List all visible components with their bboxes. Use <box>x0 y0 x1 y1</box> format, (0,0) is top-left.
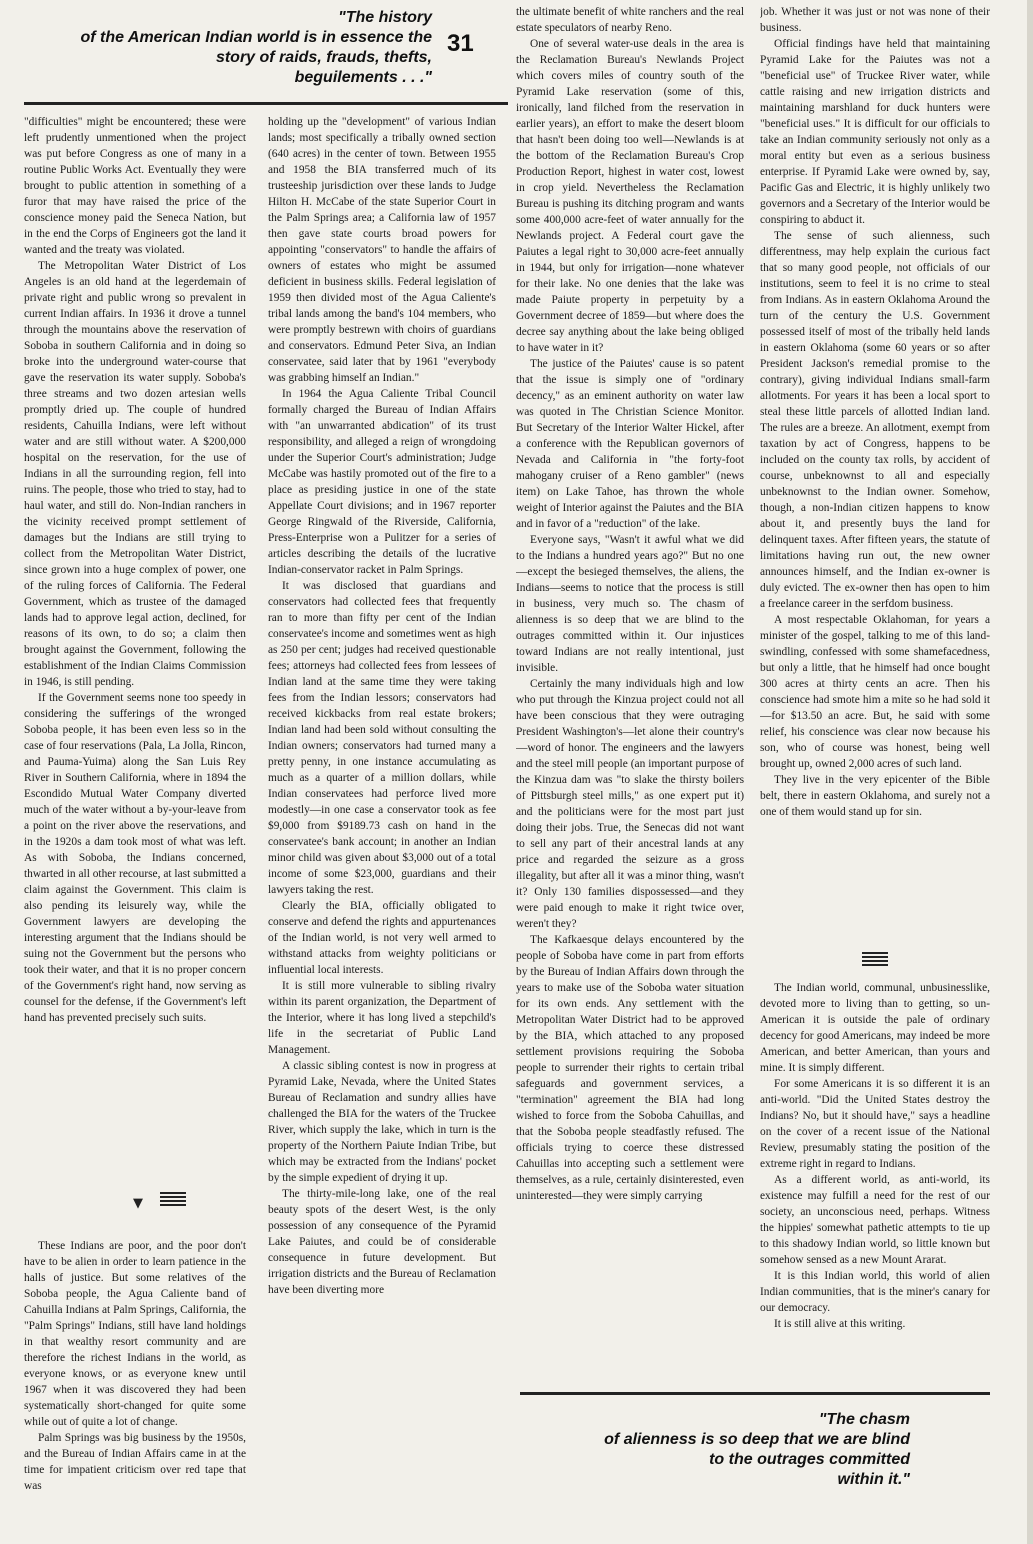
column-3 <box>516 4 744 1384</box>
column-2 <box>268 114 496 1538</box>
paragraph: It is this Indian world, this world of alien Indian communities, that is the miner's canary for our democracy. <box>760 1270 990 1314</box>
paragraph: For some Americans it is so different it is an anti-world. "Did the United States destroy the Indians? No, but it should have," says a headline on the cover of a recent issue of the National Review, presumably stating the position of the extreme right in regard to Indians. <box>760 1078 990 1170</box>
scan-edge <box>1027 0 1033 1544</box>
column-1-bottom <box>24 1238 246 1538</box>
paragraph: In 1964 the Agua Caliente Tribal Council formally charged the Bureau of Indian Affairs with "an unwarranted abdication" of its trust responsibility, and alleged a reign of wrongdoing under the Superior Court's administration; Judge McCabe was hastily promoted out of the fire to a place as presiding justice in one of the state Appellate Court divisions; and in 1967 reporter George Ringwald of the Riverside, California, Press-Enterprise won a Pulitzer for a series of articles describing the details of the lucrative Indian-conservator racket in Palm Springs. <box>268 388 496 576</box>
paragraph: It was disclosed that guardians and conservators had collected fees that frequently ran to more than fifty per cent of the Indian conservatee's income and sometimes went as high as 250 per cent; judges had received questionable fees; attorneys had collected fees from lessees of Indian land at the same time they were taking fees from the Indian lessors; conservators had received kickbacks from real estate brokers; Indian land had been sold without consulting the Indian owners; conservators had turned many a pretty penny, in one instance accumulating as much as a quarter of a million dollars, while Indian conservatees had perforce lived more modestly—in one case a conservator took as fee $9,000 from $9189.73 cash on hand in the conservatee's bank account; in another an Indian minor child was given about $3,000 out of a total income of some $23,000, guardians and their lawyers taking the rest. <box>268 580 496 896</box>
paragraph: They live in the very epicenter of the Bible belt, there in eastern Oklahoma, and surely not a one of them would stand up for sin. <box>760 774 990 818</box>
bottom-pull-quote <box>560 1410 910 1490</box>
column-4-top <box>760 4 990 940</box>
paragraph: "difficulties" might be encountered; these were left prudently unmentioned when the project was put before Congress as one of many in a routine Public Works Act. Eventually they were brought to public attention in something of a furor that may have raised the price of the conscience money paid the Seneca Nation, but in the end the Corps of Engineers got the land it wanted and the treaty was violated. <box>24 116 246 256</box>
top-quote-line-4: beguilements . . ." <box>294 69 432 86</box>
paragraph: holding up the "development" of various Indian lands; most specifically a tribally owned section (640 acres) in the center of town. Between 1955 and 1958 the BIA transferred much of its trusteeship jurisdiction over these lands to Judge Hilton H. McCabe of the state Superior Court in the Palm Springs area; a California law of 1957 then gave state courts broad powers for appointing "conservators" to handle the affairs of owners of estates who might be assumed deficient in business skills. Federal legislation of 1959 then divided most of the Agua Caliente's tribal lands among the band's 104 members, who were promptly bestrewn with choirs of guardians and conservators. Edmund Peter Siva, an Indian conservatee, said later that by 1961 "everybody was grabbing himself an Indian." <box>268 116 496 384</box>
paragraph: A classic sibling contest is now in progress at Pyramid Lake, Nevada, where the United States Bureau of Reclamation and sundry allies have challenged the BIA for the waters of the Truckee River, which supply the lake, which in turn is the property of the Northern Paiute Indian Tribe, but which may be extracted from the Indians' pocket by the simple expedient of drying it up. <box>268 1060 496 1184</box>
top-quote-line-2: of the American Indian world is in essence the <box>80 29 432 46</box>
paragraph: The sense of such alienness, such differentness, may help explain the curious fact that so many good people, not officials of our institutions, seem to feel it is no crime to steal from Indians. As in eastern Oklahoma Around the turn of the century the U.S. Government possessed itself of most of the tribally held lands in eastern Oklahoma (some 60 years or so after President Jackson's remedial promise to the contrary), giving individual Indians small-farm allotments. For years it has been a local sport to steal these little parcels of allotted Indian land. The rules are a breeze. An allotment, exempt from taxation by act of Congress, happens to be included on the county tax rolls, by accident of course, unbeknownst to all and especially unbeknownst to the Indian owner. Somehow, though, a non-Indian citizen happens to know about it, and presently buys the land for delinquent taxes. After fifteen years, the statute of limitations having run out, the new owner announces himself, and the Indian ex-owner is duly evicted. The ex-owner then has open to him a freelance career in the serfdom business. <box>760 230 990 610</box>
paragraph: It is still alive at this writing. <box>774 1318 906 1330</box>
paragraph: These Indians are poor, and the poor don't have to be alien in order to learn patience in the halls of justice. But some relatives of the Soboba people, the Agua Caliente band of Cahuilla Indians at Palm Springs, California, the "Palm Springs" Indians, still have land holdings in that wealthy resort community and are therefore the richest Indians in the world, as everyone knows, or as everyone knew until 1967 when it was discovered they had been systematically short-changed for quite some while out of quite a lot of change. <box>24 1240 246 1428</box>
paragraph: It is still more vulnerable to sibling rivalry within its parent organization, the Department of the Interior, where it has long lived a stepchild's life in the secretariat of Public Land Management. <box>268 980 496 1056</box>
top-rule <box>24 102 508 105</box>
paragraph: Palm Springs was big business by the 1950s, and the Bureau of Indian Affairs came in at the time for impatient criticism over red tape that was <box>24 1432 246 1492</box>
paragraph: the ultimate benefit of white ranchers and the real estate speculators of nearby Reno. <box>516 6 744 34</box>
bottom-quote-line-3: to the outrages committed <box>709 1451 910 1468</box>
paragraph: The justice of the Paiutes' cause is so patent that the issue is simply one of "ordinary decency," as an eminent authority on water law was quoted in The Christian Science Monitor. But Secretary of the Interior Walter Hickel, after a conference with the Republican governors of Nevada and California in "the forty-foot mahogany cruiser of a Reno gambler" (news item) on Lake Tahoe, has thrown the whole weight of Interior against the Paiutes and the BIA and in favor of a "reduction" of the lake. <box>516 358 744 530</box>
bottom-quote-line-4: within it." <box>837 1471 910 1488</box>
paragraph: Official findings have held that maintaining Pyramid Lake for the Paiutes was not a "beneficial use" of Truckee River water, while cattle raising and new irrigation districts and maintaining marshland for duck hunters were "beneficial uses." It is difficult for our officials to take an Indian community seriously not only as a moral entity but even as a serious business enterprise. If Pyramid Lake were owned by, say, Pacific Gas and Electric, it is highly unlikely two governors and a Secretary of the Interior would be conspiring to abduct it. <box>760 38 990 226</box>
paragraph: A most respectable Oklahoman, for years a minister of the gospel, talking to me of this land-swindling, confessed with some shamefacedness, but only a little, that he himself had once bought 300 acres at thirty cents an acre. Then his conscience had smote him a mite so he had sold it—for $13.50 an acre. But, he said with some relief, his conscience was clear now because his son, who of course was honest, being well brought up, owned 2,000 acres of such land. <box>760 614 990 770</box>
paragraph: job. Whether it was just or not was none of their business. <box>760 6 990 34</box>
paragraph: If the Government seems none too speedy in considering the sufferings of the wronged Soboba people, it has been even less so in the case of four reservations (Pala, La Jolla, Rincon, and Pauma-Yuima) along the San Luis Rey River in Southern California, where in 1894 the Escondido Mutual Water Company diverted much of the water without a by-your-leave from a point on the river above the reservations, and in the 1920s a dam took most of what was left. As with Soboba, the Indians concerned, thwarted in all other recourse, at last submitted a claim against the Government. This claim is also pending its leisurely way, while the Government lawyers are developing the interesting argument that the Indians should be suing not the Government but the persons who took their water, and that it is no proper concern of the Government's right hand, now serving as counsel for the defense, if the Government's left hand has prevented precisely such suits. <box>24 692 246 1024</box>
top-quote-line-3: story of raids, frauds, thefts, <box>215 49 432 66</box>
paragraph: Clearly the BIA, officially obligated to conserve and defend the rights and appurtenances of the Indian world, is not very well armed to withstand attacks from weighty politicians or influential local interests. <box>268 900 496 976</box>
bottom-quote-line-2: of alienness is so deep that we are blind <box>604 1431 910 1448</box>
paragraph: The Indian world, communal, unbusinesslike, devoted more to living than to getting, so un-American it is outside the pale of ordinary decency for good Americans, may indeed be more American, and better American, than yours and mine. It is simply different. <box>760 982 990 1074</box>
section-divider <box>862 952 888 966</box>
section-mark-v: ▼ <box>133 1196 143 1211</box>
bottom-rule <box>520 1392 990 1395</box>
paragraph: The Kafkaesque delays encountered by the people of Soboba have come in part from efforts by the Bureau of Indian Affairs down through the years to make use of the Soboba water situation for its own ends. Any settlement with the Metropolitan Water District had to be approved by the BIA, which attached to any proposed settlement provisions requiring the Soboba people to surrender their rights to certain tribal safeguards and government services, a "termination" agreement the BIA had long wished to force from the Soboba Cahuillas, and that the Soboba people steadfastly refused. The officials trying to coerce these distressed Cahuillas into accepting such a settlement were themselves, as a rule, certainly disinterested, even uninterested—they were simply carrying <box>516 934 744 1202</box>
section-divider <box>160 1192 186 1206</box>
top-quote-line-1: "The history <box>338 9 432 26</box>
bottom-quote-line-1: "The chasm <box>818 1411 910 1428</box>
paragraph: The thirty-mile-long lake, one of the real beauty spots of the desert West, is the only possession of any consequence of the Pyramid Lake Paiutes, and could be of considerable consequence in future development. But irrigation districts and the Bureau of Reclamation have been diverting more <box>268 1188 496 1296</box>
paragraph: Certainly the many individuals high and low who put through the Kinzua project could not all have been conscious that they were outraging President Washington's—let alone their country's—word of honor. The engineers and the lawyers and the steel mill people (an important purpose of the Kinzua dam was "to slake the thirsty boilers of Pittsburgh steel mills," as one expert put it) and the politicians were for the most part just doing their jobs. True, the Senecas did not want to sell any part of their ancestral lands at any price and regarded the seizure as a gross illegality, but after all it was a minor thing, wasn't it? Only 130 families dispossessed—and they were paid enough to make it right twice over, weren't they? <box>516 678 744 930</box>
paragraph: As a different world, as anti-world, its existence may fulfill a need for the rest of our society, an unconscious need, perhaps. Witness the hippies' somewhat pathetic attempts to tie up to this shadowy Indian world, so little known but somehow sensed as a new Mount Ararat. <box>760 1174 990 1266</box>
column-4-bottom <box>760 980 990 1380</box>
column-1-top <box>24 114 246 1194</box>
paragraph: One of several water-use deals in the area is the Reclamation Bureau's Newlands Project which covers miles of country south of the Pyramid Lake reservation (some of this, ironically, land filched from the reservation in earlier years), an effort to make the desert bloom that hasn't been doing too well—Newlands is at the bottom of the Reclamation Bureau's Crop Production Report, highest in water cost, lowest in crop yield. Nevertheless the Reclamation Bureau is pushing its ditching program and wants some 400,000 acre-feet of water annually for the Newlands project. A Federal court gave the Paiutes a legal right to 30,000 acre-feet annually in 1944, but only for irrigation—none whatever for their lake. No one denies that the lake was made Paiute property in perpetuity by a Government decree of 1859—but where does the decree say anything about the lake being obliged to have water in it? <box>516 38 744 354</box>
top-pull-quote <box>40 8 432 88</box>
paragraph: The Metropolitan Water District of Los Angeles is an old hand at the legerdemain of private right and public wrong so prevalent in current Indian affairs. In 1936 it drove a tunnel through the mountains above the reservation of Soboba in southern California and in doing so broke into the underground water-course that gave the reservation its water supply. Soboba's three streams and two dozen artesian wells promptly dried up. The couple of hundred residents, Cahuilla Indians, were left without water and are still without water. A $200,000 hospital on the reservation, for the use of Indians in all the surrounding region, fell into ruins. The people, those who tried to stay, had to haul water, and still do. Non-Indian ranchers in the vicinity received prompt settlement of damages but the Indians are still trying to collect from the Metropolitan Water District, since grown into a huge complex of power, one of the ruling forces of California. The Federal Government, which as trustee of the damaged lands had to approve legal action, declined, for reasons of its own, to do so; a claim then brought against the Government, following the establishment of the Indian Claims Commission in 1946, is still pending. <box>24 260 246 688</box>
page-number: 31 <box>447 30 474 57</box>
paragraph: Everyone says, "Wasn't it awful what we did to the Indians a hundred years ago?" But no one—except the besieged themselves, the aliens, the Indians—seems to notice that the process is still in business, very much so. The chasm of alienness is so deep that we are blind to the outrages committed within it. Our injustices toward Indians are not really intentional, just invisible. <box>516 534 744 674</box>
